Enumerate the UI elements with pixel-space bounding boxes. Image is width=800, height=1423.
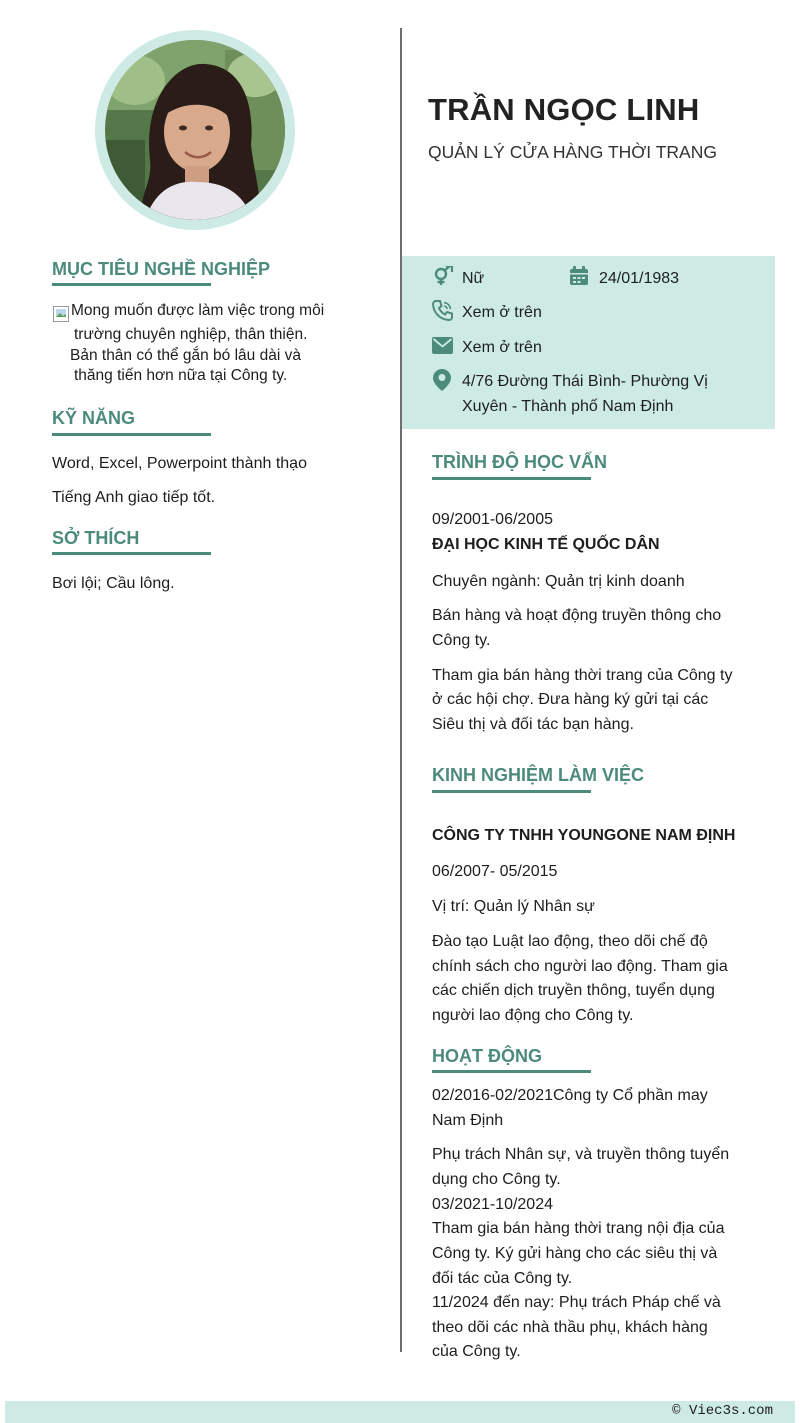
career-objective-heading: MỤC TIÊU NGHỀ NGHIỆP: [52, 259, 271, 279]
activities-text-line: Công ty. Ký gửi hàng cho các siêu thị và: [432, 1245, 718, 1262]
activities-heading: HOẠT ĐỘNG: [432, 1046, 542, 1066]
skills-rule: [52, 433, 211, 436]
experience-text-line: Đào tạo Luật lao động, theo dõi chế độ: [432, 933, 708, 950]
activities-text-line: Tham gia bán hàng thời trang nội địa của: [432, 1220, 725, 1237]
education-rule: [432, 477, 591, 480]
activities-text-line: Phụ trách Nhân sự, và truyền thông tuyển: [432, 1146, 730, 1163]
activities-text-line: 02/2016-02/2021Công ty Cổ phần may: [432, 1087, 708, 1104]
activities-text-line: dụng cho Công ty.: [432, 1171, 561, 1188]
career-objective-rule: [52, 283, 211, 286]
phone-value: Xem ở trên: [462, 304, 542, 321]
experience-position: Vị trí: Quản lý Nhân sự: [432, 898, 595, 915]
education-text-line: Bán hàng và hoạt động truyền thông cho: [432, 607, 722, 624]
education-text-line: Tham gia bán hàng thời trang của Công ty: [432, 667, 733, 684]
objective-line-4: thăng tiến hơn nữa tại Công ty.: [74, 367, 288, 384]
education-period: 09/2001-06/2005: [432, 511, 553, 528]
phone-icon: [432, 300, 453, 321]
objective-line-2: trường chuyên nghiệp, thân thiện.: [74, 326, 308, 343]
avatar: [105, 40, 285, 220]
broken-image-icon: [53, 306, 69, 322]
skills-heading: KỸ NĂNG: [52, 408, 136, 428]
calendar-icon: [569, 266, 589, 286]
activities-text-line: theo dõi các nhà thầu phụ, khách hàng: [432, 1319, 708, 1336]
birthdate-value: 24/01/1983: [599, 270, 680, 287]
experience-period: 06/2007- 05/2015: [432, 863, 558, 880]
activities-text-line: Nam Định: [432, 1112, 504, 1129]
education-major: Chuyên ngành: Quản trị kinh doanh: [432, 573, 685, 590]
hobbies-heading: SỞ THÍCH: [52, 528, 140, 548]
address-line-2: Xuyên - Thành phố Nam Định: [462, 398, 674, 415]
gender-icon: [432, 266, 454, 286]
experience-text-line: người lao động cho Công ty.: [432, 1007, 634, 1024]
experience-text-line: các chiến dịch truyền thông, tuyển dụng: [432, 982, 715, 999]
portrait-photo-icon: [105, 40, 285, 220]
skill-item: Word, Excel, Powerpoint thành thạo: [52, 455, 307, 472]
objective-line-3: Bản thân có thể gắn bó lâu dài và: [70, 347, 301, 364]
column-divider: [400, 28, 402, 1352]
activities-text-line: đối tác của Công ty.: [432, 1270, 573, 1287]
education-text-line: Siêu thị và đối tác bạn hàng.: [432, 716, 634, 733]
activities-rule: [432, 1070, 591, 1073]
hobbies-text: Bơi lội; Cầu lông.: [52, 575, 175, 592]
objective-line-1: Mong muốn được làm việc trong môi: [71, 302, 325, 319]
experience-rule: [432, 790, 591, 793]
education-text-line: ở các hội chợ. Đưa hàng ký gửi tại các: [432, 691, 709, 708]
hobbies-rule: [52, 552, 211, 555]
email-value: Xem ở trên: [462, 339, 542, 356]
email-icon: [432, 337, 453, 354]
experience-company: CÔNG TY TNHH YOUNGONE NAM ĐỊNH: [432, 827, 736, 844]
address-line-1: 4/76 Đường Thái Bình- Phường Vị: [462, 373, 708, 390]
footer-watermark: © Viec3s.com: [672, 1403, 773, 1419]
experience-heading: KINH NGHIỆM LÀM VIỆC: [432, 765, 645, 785]
activities-text-line: 11/2024 đến nay: Phụ trách Pháp chế và: [432, 1294, 721, 1311]
education-text-line: Công ty.: [432, 632, 491, 649]
activities-text-line: 03/2021-10/2024: [432, 1196, 553, 1213]
education-heading: TRÌNH ĐỘ HỌC VẤN: [432, 452, 607, 472]
job-title: QUẢN LÝ CỬA HÀNG THỜI TRANG: [428, 142, 717, 162]
education-school: ĐẠI HỌC KINH TẾ QUỐC DÂN: [432, 536, 660, 553]
experience-text-line: chính sách cho người lao động. Tham gia: [432, 958, 728, 975]
gender-value: Nữ: [462, 270, 485, 287]
activities-text-line: của Công ty.: [432, 1343, 521, 1360]
location-pin-icon: [433, 369, 451, 391]
footer-bar: [5, 1401, 795, 1423]
candidate-name: TRẦN NGỌC LINH: [428, 92, 700, 127]
skill-item: Tiếng Anh giao tiếp tốt.: [52, 489, 216, 506]
